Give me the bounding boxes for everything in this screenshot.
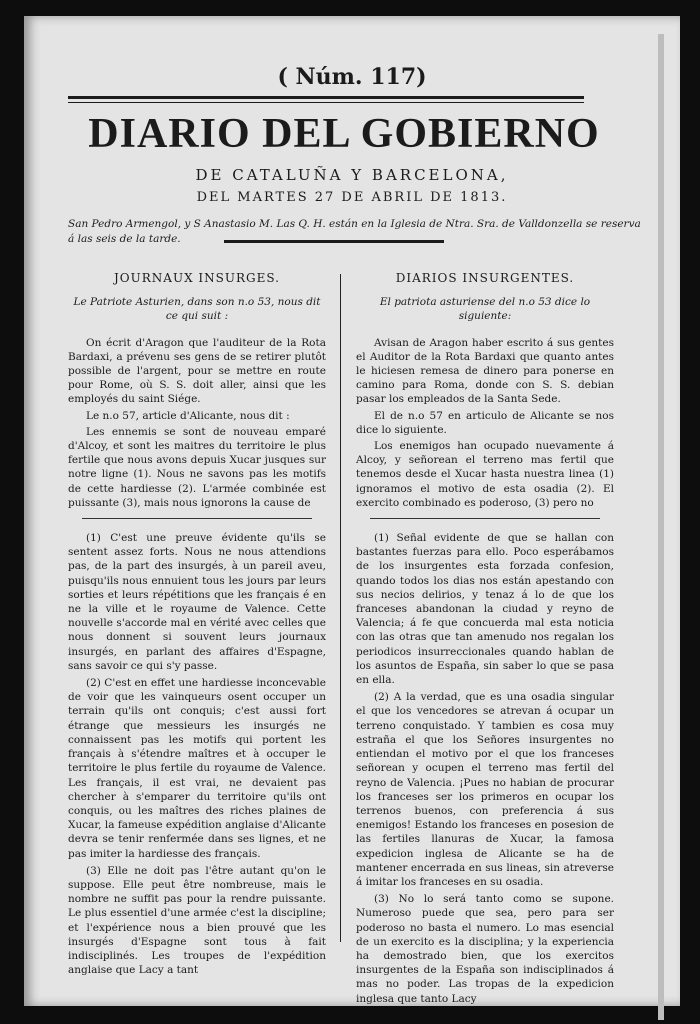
paragraph: El de n.o 57 en articulo de Alicante se nos dice lo siguiente.	[356, 409, 614, 436]
column-divider	[340, 274, 341, 942]
top-rule	[68, 96, 584, 99]
issue-number: ( Núm. 117)	[277, 64, 427, 90]
footnote: (2) C'est en effet une hardiesse inconcevable de voir que les vainqueurs osent occuper un terrain qu'ils ont conquis; c'est aussi fort étrange que messieurs les insurgés ne connaissent pas les motifs qui portent les français à s'étendre maîtres et à occuper le territoire le plus fertile du royaume de Valence. Les français, il est vrai, ne devaient pas chercher à s'emparer du territoire qu'ils ont conquis, ou les maîtres des riches plaines de Xucar, la fameuse expédition anglaise d'Alicante devra se tenir renfermée dans ses lignes, et ne pas imiter la hardiesse des français.	[68, 677, 326, 860]
newspaper-subtitle: DE CATALUÑA Y BARCELONA,	[195, 166, 509, 184]
left-column	[68, 271, 326, 979]
footnote: (1) C'est une preuve évidente qu'ils se sentent assez forts. Nous ne nous attendions pas, de la part des insurgés, à un pareil aveu, puisqu'ils nous ennuient tous les jours par leurs sorties et leurs répétitions que les français é en ne la ville et le royaume de Valence. Cette nouvelle s'accorde mal en vérité avec celles que nous donnent si souvent leurs journaux insurgés, en parlant des affaires d'Espagne, sans savoir ce qui s'y passe.	[68, 532, 326, 672]
paragraph: Avisan de Aragon haber escrito á sus gentes el Auditor de la Rota Bardaxi que quanto antes le hiciesen remesa de dinero para ponerse en camino para Roma, donde con S. S. debian pasar los empleados de la Santa Sede.	[356, 336, 614, 406]
paragraph: Le n.o 57, article d'Alicante, nous dit :	[86, 409, 290, 422]
footnote: (2) A la verdad, que es una osadia singular el que los vencedores se atrevan á ocupar un terreno conquistado. Y tambien es cosa muy estraña el que los Señores insurgentes no entiendan el motivo por el que los franceses señorean y ocupen el terreno mas fertil del reyno de Valencia. ¡Pues no habian de procurar los franceses ser los primeros en ocupar los terrenos buenos, con preferencia á sus enemigos! Estando los franceses en posesion de las fertiles llanuras de Xucar, la famosa expedicion inglesa de Alicante se ha de mantener encerrada en sus lineas, sin atreverse á imitar los franceses en su osadia.	[356, 691, 614, 888]
top-rule-thin	[68, 102, 584, 103]
paragraph: On écrit d'Aragon que l'auditeur de la Rota Bardaxi, a prévenu ses gens de se retirer plutôt possible de l'argent, pour se mettre en route pour Rome, où S. S. doit aller, ainsi que les employés du saint Siége.	[68, 336, 326, 406]
newspaper-page	[24, 16, 680, 1006]
right-column	[356, 271, 614, 1008]
left-column-heading: JOURNAUX INSURGES.	[114, 271, 280, 285]
right-column-intro: El patriota asturiense del n.o 53 dice lo siguiente:	[379, 296, 591, 323]
paragraph: Les ennemis se sont de nouveau emparé d'Alcoy, et sont les maitres du territoire le plus fertile que nous avons depuis Xucar jusques sur notre ligne (1). Nous ne savons pas les motifs de cette hardiesse (2). L'armée combinée est puissante (3), mais nous ignorons la cause de	[68, 425, 326, 509]
paragraph: Los enemigos han ocupado nuevamente á Alcoy, y señorean el terreno mas fertil que tenemos desde el Xucar hasta nuestra linea (1) ignoramos el motivo de esta osadia (2). El exercito combinado es poderoso, (3) pero no	[356, 440, 614, 509]
footnote-separator	[82, 518, 312, 519]
issue-date: DEL MARTES 27 DE ABRIL DE 1813.	[196, 190, 508, 205]
saints-of-day: San Pedro Armengol, y S Anastasio M. Las Q. H. están en la Iglesia de Ntra. Sra. de Valldonzella se reserva á las seis de la tarde.	[68, 218, 641, 245]
newspaper-title: DIARIO DEL GOBIERNO	[88, 111, 600, 157]
footnote: (3) Elle ne doit pas l'être autant qu'on le suppose. Elle peut être nombreuse, mais le nombre ne suffit pas pour la rendre puissante. Le plus essentiel d'une armée c'est la discipline; et l'expérience nous a bien prouvé que les insurgés d'Espagne sont tous à fait indisciplinés. Les troupes de l'expédition anglaise que Lacy a tant	[68, 864, 326, 977]
footnote: (1) Señal evidente de que se hallan con bastantes fuerzas para ello. Poco esperábamos de los insurgentes esta forzada confesion, quando todos los dias nos están apestando con sus necios delirios, y tenaz á lo de que los franceses abandonan la ciudad y reyno de Valencia; á fe que concuerda mal esta noticia con las otras que tan amenudo nos regalan los periodicos insurreccionales quando hablan de los asuntos de España, sin saber lo que se pasa en ella.	[356, 532, 614, 687]
header-rule	[224, 240, 444, 243]
footnote-separator	[370, 518, 600, 519]
left-column-intro: Le Patriote Asturien, dans son n.o 53, nous dit ce qui suit :	[73, 296, 321, 323]
footnote: (3) No lo será tanto como se supone. Numeroso puede que sea, pero para ser poderoso no basta el numero. Lo mas esencial de un exercito es la disciplina; y la experiencia ha demostrado bien, que los exercitos insurgentes de la España son indisciplinados á mas no poder. Las tropas de la expedicion inglesa que tanto Lacy	[356, 893, 614, 1005]
right-column-heading: DIARIOS INSURGENTES.	[395, 271, 575, 285]
